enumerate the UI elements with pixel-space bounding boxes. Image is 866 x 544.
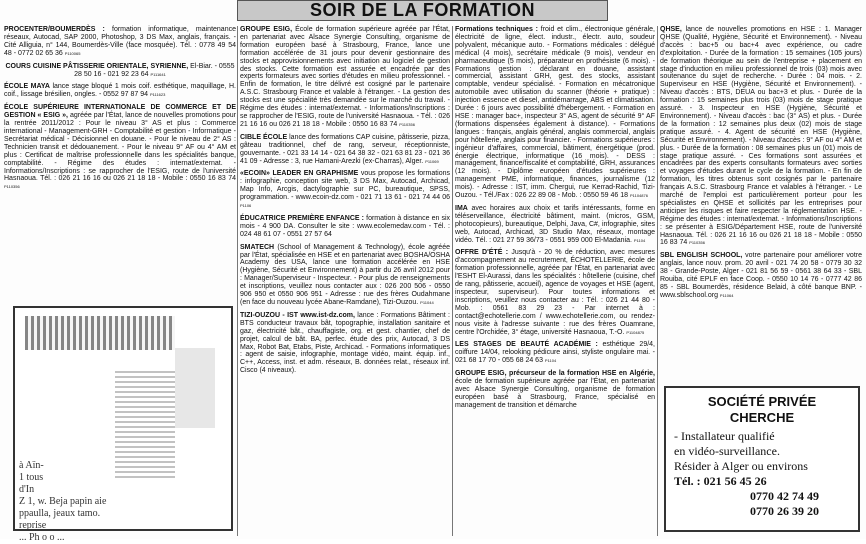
ad-heading: CIBLE ÉCOLE: [240, 133, 288, 141]
scan-artifact: [175, 348, 215, 428]
job-offer-line: en vidéo-surveillance.: [674, 444, 780, 458]
ad-body: lance des formations CAP cuisine, pâtisserie, pizza, gâteau traditionnel, chef de rang, serveur, réceptionniste, gouvernante. - 021 33 14 14 - 021 64 38 32 - 021 63 81 23 - 021 36 41 09 - Adresse : 3, rue Hamani-Arezki (ex-Charras), Alger.: [240, 133, 451, 165]
classified-ad: [240, 312, 450, 375]
classified-ad: [455, 341, 655, 365]
scan-line: à Aïn-: [19, 460, 44, 471]
scan-line: 1 tous: [19, 472, 44, 483]
job-offer-subtitle: CHERCHE: [729, 410, 795, 425]
job-offer-phone: Tél. : 021 56 45 26: [674, 474, 767, 488]
ad-body: esthétique 29/4, coiffure 14/04, relooking pédicure ainsi, styliste ongulaire mai. - 021 68 17 70 - 055 68 24 63: [455, 341, 655, 365]
job-offer-phone: 0770 42 74 49: [750, 489, 819, 503]
section-header: [237, 0, 608, 21]
classified-ad: [4, 104, 236, 191]
ad-heading: COURS CUISINE PÂTISSERIE ORIENTALE, SYRIENNE,: [5, 62, 189, 70]
ad-reference: P11064: [719, 292, 734, 298]
ad-body: froid et clim., électronique générale, électricité de ligne, élect. industr., électr. auto, soudeur polyvalent, mécanique auto. - Formations médicales : délégué médical (4 mois), secrétaire médicale (9 mois), vendeur en pharmaceutique (5 mois), préparateur en prothésiste (6 mois). - Formations gestion : déclarant en douane, assistant commercial, assistant GRH, gest. des stocks, assistant comptable, vendeur spécialisé. - Formation en mécatronique automobile avec utilisation du scanner (théorie + pratique) : injection essence et diesel, antidémarrage, ABS et climatisation. Durée : 6 jours avec possibilité d'hébergement. - Formation en HSE : manager bac+, inspecteur 3° AS, agent de sécurité 9° AF (formations dispensées également à distance). - Formations langues : français, anglais général, anglais commercial, anglais pour hôtellerie, anglais pour financier. - Formations supérieures : ingénieur d'affaires, commercial, bâtiment, énergétique (prod. énergie électrique, informatique (16 mois). - DESS : management, finance/fiscalité et comptabilité, GRH, assurances (12 mois). - Diplôme européen d'études supérieures : management PME, informatique, finances, journalisme (12 mois). - Adresse : IST, imm. Chergui, rue Kerrad-Rachid, Tizi-Ouzou. - Tél./Fax : 026 22 89 08 - Mob. : 0550 59 46 18: [455, 26, 655, 200]
classified-ad: [455, 205, 655, 245]
ad-heading: Formations techniques :: [455, 26, 538, 33]
ad-body: formation à distance en six mois - 4 900 DA. Consulter le site : www.ecolemedav.com - Tél. : 024 48 61 07 - 0551 27 57 64: [240, 214, 451, 238]
classified-ad: [240, 26, 450, 129]
classified-ad: [660, 252, 862, 299]
ad-reference: P110065: [64, 50, 81, 56]
section-title: SOIR DE LA FORMATION: [310, 0, 535, 20]
ad-heading: GROUPE ESIG, précurseur de la formation HSE en Algérie,: [455, 370, 655, 378]
ad-body: El-Biar. - 0555 28 50 16 - 021 92 23 64: [74, 62, 235, 78]
classified-ad: [240, 244, 450, 307]
column-3: [455, 26, 655, 536]
scanned-ad-image: [13, 306, 233, 543]
ad-heading: «ECOIN» LEADER EN GRAPHISME: [240, 170, 359, 178]
classified-ad: [4, 26, 236, 58]
ad-heading: OFFRE D'ÉTÉ :: [455, 249, 509, 257]
ad-reference: P110356: [4, 184, 20, 190]
ad-reference: P1106: [240, 203, 252, 209]
ad-reference: P110356: [689, 240, 705, 246]
classified-ad: [240, 170, 450, 210]
ad-reference: P1104: [633, 237, 646, 243]
job-offer-phone: 0770 26 39 20: [750, 504, 819, 518]
ad-body: École de formation supérieure agréée par l'État, en partenariat avec Alsace Synergie Consulting, organisme de formation européen basé à Strasbourg, France, lance une formation accélérée de 31 jours pour devenir gestionnaire des stocks et approvisionnements avec initiation au logiciel de gestion des stocks. Cette formation est assurée et encadrée par des experts formateurs avec sorties d'études en milieu professionnel. - Enfin de formation, le titre délivré est cosigné par le partenaire A.S.C. Strasbourg France et valable à l'étranger. - La gestion des stocks est une spécialité très demandée sur le marché du travail. - Régime des études : internat/externat. - Informations/Inscriptions : se rapprocher de l'ESIG, route de l'université Hasnaoua. - Tél. : 026 21 16 16 ou 026 21 18 18 - Mobile : 0550 16 83 74: [240, 26, 450, 128]
ad-reference: P110356: [399, 121, 415, 127]
ad-body: lance de nouvelles promotions en HSE : 1. Manager QHSE (Qualité, Hygiène, Sécurité et Environnement). - Niveau d'accès : bac+5 ou bac+4 avec expérience, ou cadre d'exploitation. - Durée de la formation : 15 semaines (105 jours) de formation théorique au sein de l'entreprise + placement en stage d'induction en milieu professionnel de trois (03) mois avec soutenance du sujet de recherche. - Durée : 04 mois. - 2. Superviseur en HSE (Hygiène, Sécurité et Environnement). - Niveau d'accès : BTS, DEUA ou bac+3 et plus. - Durée de la formation : 15 semaines plus trois (03) mois de stage pratique assuré. - 3. Inspecteur en HSE (Hygiène, Sécurité et Environnement). - Niveau d'accès : bac (3° AS) et plus. - Durée de la formation : 12 semaines plus deux (02) mois de stage pratique assuré. - 4. Agent de sécurité en HSE (Hygiène, Sécurité et Environnement). - Niveau d'accès : 9° AF ou 4° AM et plus. - Durée de la formation : 08 semaines plus un (01) mois de stage pratique assuré. - Ces formations sont assurées et encadrées par des experts consultants formateurs avec sorties et voyages d'études durant le cycle de la formation. - En fin de formation, les titres obtenus sont cosignés par le partenaire français A.S.C. Strasbourg France et valables à l'étranger. - Le marché de l'emploi est particulièrement porteur pour les spécialistes en QHSE et sollicités par les entreprises pour anticiper les risques et faire respecter la réglementation HSE. - Régime des études : internat/externat. - Informations/Inscriptions : se présenter à ESIG/Département HSE, route de l'université Hasnaoua. Tél. : 026 21 16 16 ou 026 21 18 18 - Mobile : 0550 16 83 74: [660, 26, 862, 247]
scan-line: d'In: [19, 484, 35, 495]
scan-line: ... Ph o o ...: [19, 532, 65, 543]
ad-reference: P1104: [544, 358, 557, 364]
ad-heading: QHSE,: [660, 26, 682, 33]
column-divider: [237, 26, 238, 536]
ad-reference: P11069: [425, 158, 439, 164]
ad-heading: SBL ENGLISH SCHOOL,: [660, 252, 743, 260]
ad-body: agréée par l'État, lance de nouvelles promotions pour la rentrée 2011/2012 : Pour le niveau 3° AS et plus : Commerce international - Management-GRH - Comptabilité et gestion - Informatique - Secrétariat médical - Décisionnel en douane. - Pour le niveau de 2° AS : Technicien transit et dédouanement. - Pour le niveau 9° AF ou 4° AM et plus : Certificat de maîtrise professionnelle dans les spécialités banque, comptabilité. - Régime des études : internat/externat. - Informations/Inscriptions : se rapprocher de l'ESIG, route de l'université Hasnaoua. Tél. : 026 21 16 16 ou 026 21 18 18 - Mobile : 0550 16 83 74: [4, 112, 236, 183]
ad-heading: ÉDUCATRICE PREMIÈRE ENFANCE :: [240, 214, 365, 222]
ad-body: lance stage bloqué 1 mois coif. esthétique, maquillage, H. coif., lissage brésilien, ongles. - 0552 97 87 94: [4, 83, 236, 99]
ad-body: école de formation supérieure agréée par l'État, en partenariat avec Alsace Synergie Consulting, organisme de formation européen basé à Strasbourg, France, spécialisé en management de transition et démarche: [455, 378, 655, 409]
ad-reference: P111641: [150, 71, 166, 77]
ad-heading: PROCENTER/BOUMERDÈS :: [4, 26, 105, 33]
column-divider: [452, 26, 453, 536]
scan-line: reprise: [19, 520, 47, 531]
ad-reference: P1104875: [626, 329, 645, 335]
job-offer-box: [664, 386, 860, 532]
ad-heading: ÉCOLE SUPÉRIEURE INTERNATIONALE DE COMMERCE ET DE GESTION « ESIG »,: [4, 104, 236, 120]
classified-ad: [4, 63, 236, 79]
ad-heading: GROUPE ESIG,: [240, 26, 293, 33]
scan-line: ppaulla, jeaux tamo.: [19, 508, 101, 519]
ad-body: (School of Management & Technology), école agréée par l'État, spécialisée en HSE et en partenariat avec BOSHA/OSHA Academy des USA, lance une formation accélérée en HSE (Hygiène, Sécurité et Environnement) à partir du 26 avril 2012 pour : Manager/Superviseur - Inspecteur. - Pour plus de renseignements et inscriptions, veuillez nous contacter aux : 026 200 506 - 0550 906 950 et 0550 906 951 - Adresse : rue des frères Oudahmane (en face du nouveau lycée Abane-Ramdane), Tizi-Ouzou.: [240, 243, 450, 306]
ad-body: formation informatique, maintenance réseaux, Autocad, SAP 2000, Photoshop, 3 DS Max, anglais, français. - Cité Alliguia, n° 144, Boumerdès-Ville (face mosquée). Tél. : 0778 49 54 48 - 0772 02 65 36: [4, 26, 236, 57]
ad-body: vous propose les formations : infographie, conception site web, 3 DS Max, Autocad, Archicad, Map Info, Arcgis, dactylographie sur PC, bureautique, SPSS, programmation. - www.ecoin-dz.com - 021 71 13 61 - 021 74 44 06: [240, 170, 451, 202]
classified-ad: [455, 249, 655, 336]
ad-heading: LES STAGES DE BEAUTÉ ACADÉMIE :: [455, 341, 598, 349]
ad-heading: ÉCOLE MAYA: [4, 83, 50, 91]
job-offer-title: SOCIÉTÉ PRIVÉE: [707, 394, 817, 409]
ad-heading: TIZI-OUZOU - IST www.ist-dz.com,: [240, 311, 355, 319]
scan-text: [19, 460, 229, 544]
ad-reference: P111623: [149, 92, 166, 98]
classified-ad: [455, 370, 655, 410]
scan-line: Z 1, w. Beja papin aie: [19, 496, 107, 507]
classified-ad: [660, 26, 862, 247]
ad-body: lance : Formations Bâtiment : BTS conducteur travaux bât, topographie, installation sanitaire et gaz, électricité bât., chauffagiste, org. et gest. chantier, chef de projet, calcul de bât. BA, perfec. étude des prix, Autocad, 3 DS Max, Robot Bat, Etabs, Piste, Archicad. - Formations informatiques : agent de saisie, infographie, montage vidéo, maint. équip. inf., C++, Access, inst. et adm. réseaux, B. données relat., réseaux inf. Cisco (4 niveaux).: [240, 311, 450, 375]
classified-ad: [455, 26, 655, 200]
ad-heading: SMATECH: [240, 243, 275, 251]
classified-ad: [240, 215, 450, 239]
job-offer-line: Résider à Alger ou environs: [674, 459, 808, 473]
column-divider: [657, 26, 658, 536]
classified-ad: [4, 83, 236, 99]
ad-body: Jusqu'à - 20 % de réduction, avec mesures d'accompagnement au recrutement, ÉCHOTELLERIE, école de formation professionnelle, agréée par l'État, en partenariat avec l'ESHT El-Aurassi, dans les spécialités : hôtellerie (cuisine, chef de rang, pâtisserie, accueil), agence de voyages et HSE (agent, inspecteur, superviseur). Pour toutes informations et inscriptions, veuillez nous contacter au : Tél. : 026 21 44 80 - Mob. : 0561 83 29 23 - Par internet à : contact@echotellerie.com / www.echotellerie.com, ou rendez-nous visite à l'adresse suivante : rue des frères Ouamrane, centre l'Orchidée, 3° étage, université Hasnaoua, T.-O.: [455, 249, 655, 336]
job-offer-line: - Installateur qualifié: [674, 429, 775, 443]
ad-body: avec horaires aux choix et tarifs intéressants, forme en téléserveillance, électricité bâtiment, maint. (micros, GSM, photocopieurs), bureautique, Delphi, Java, C#, infographie, sites web, Autocad, Archicad, 3D Studio Max, réseaux, montage vidéo. Tél. : 021 27 59 36/73 - 0551 959 000 El-Madania.: [455, 204, 655, 244]
ad-reference: P11044: [420, 300, 434, 305]
ad-reference: P1104876: [630, 193, 648, 199]
classified-ad: [240, 134, 450, 166]
scan-artifact: [25, 316, 175, 350]
ad-heading: IMA: [455, 204, 468, 212]
ad-body: votre partenaire pour améliorer votre anglais, lance nouv. prom. 20 avril - 021 74 20 58 - 0779 30 32 38 - Grande-Poste, Alger - 021 81 56 59 - 0561 38 64 33 - SBL Rouiba, cité EPLF en face Coop. - 0550 10 14 76 - 0777 42 86 85 - SBL Boumerdès, résidence Belaid, à côté banque BNP. - www.sblschool.org: [660, 252, 862, 299]
column-2: [240, 26, 450, 536]
